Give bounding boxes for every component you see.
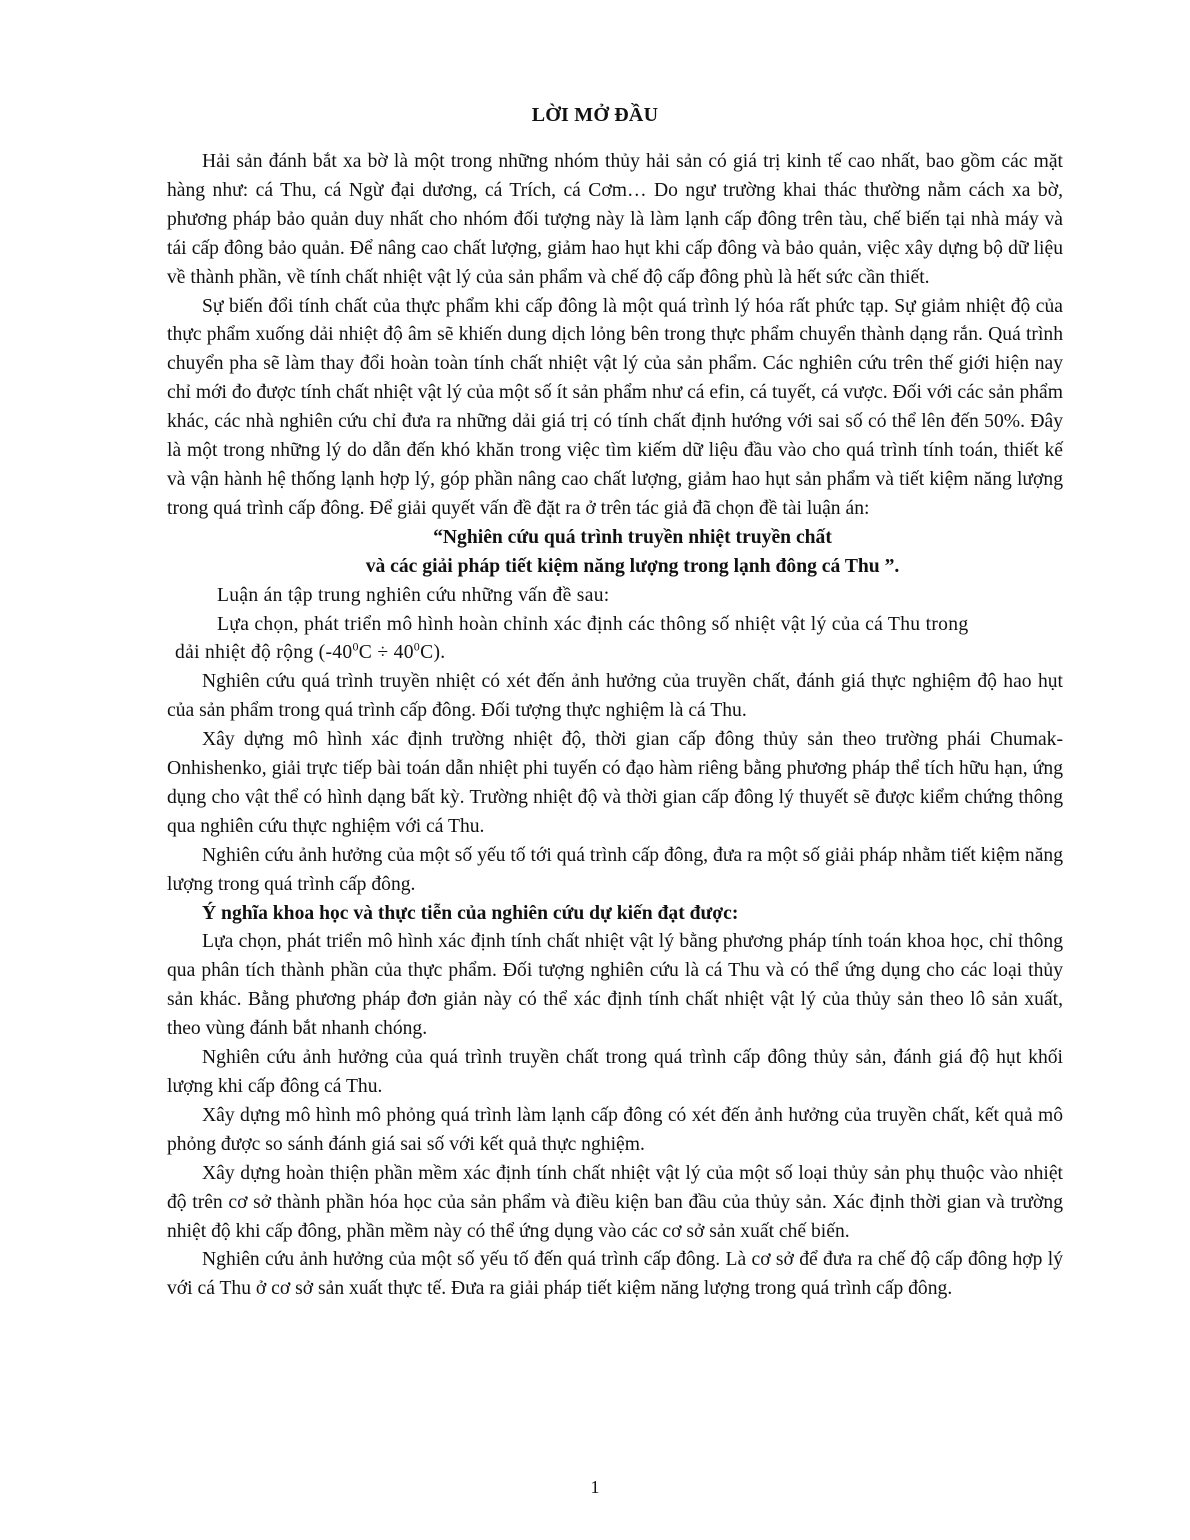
page-title: LỜI MỞ ĐẦU — [531, 104, 659, 126]
significance-item-5: Nghiên cứu ảnh hưởng của một số yếu tố đến quá trình cấp đông. Là cơ sở để đưa ra chế độ cấp đông hợp lý với cá Thu ở cơ sở sản xuất thực tế. Đưa ra giải pháp tiết kiệm năng lượng trong quá trình cấp đông. — [167, 1249, 1063, 1300]
focus-item-1-line-1: Lựa chọn, phát triển mô hình hoàn chỉnh xác định các thông số nhiệt vật lý của cá Thu trong — [217, 613, 969, 635]
significance-heading: Ý nghĩa khoa học và thực tiễn của nghiên cứu dự kiến đạt được: — [202, 902, 739, 924]
focus-item-3: Xây dựng mô hình xác định trường nhiệt độ, thời gian cấp đông thủy sản theo trường phái Chumak-Onhishenko, giải trực tiếp bài toán dẫn nhiệt phi tuyến có đạo hàm riêng bằng phương pháp thể tích hữu hạn, ứng dụng cho vật thể có hình dạng bất kỳ. Trường nhiệt độ và thời gian cấp đông lý thuyết sẽ được kiểm chứng thông qua nghiên cứu thực nghiệm với cá Thu. — [167, 729, 1063, 837]
focus-intro: Luận án tập trung nghiên cứu những vấn đề sau: — [217, 584, 610, 606]
significance-item-1: Lựa chọn, phát triển mô hình xác định tính chất nhiệt vật lý bằng phương pháp tính toán khoa học, chỉ thông qua phân tích thành phần của thực phẩm. Đối tượng nghiên cứu là cá Thu và có thể ứng dụng cho các loại thủy sản khác. Bằng phương pháp đơn giản này có thể xác định tính chất nhiệt vật lý của thủy sản theo lô sản xuất, theo vùng đánh bắt nhanh chóng. — [167, 931, 1063, 1040]
intro-paragraph-1: Hải sản đánh bắt xa bờ là một trong những nhóm thủy hải sản có giá trị kinh tế cao nhất, bao gồm các mặt hàng như: cá Thu, cá Ngừ đại dương, cá Trích, cá Cơm… Do ngư trường khai thác thường nằm cách xa bờ, phương pháp bảo quản duy nhất cho nhóm đối tượng này là làm lạnh cấp đông trên tàu, chế biến tại nhà máy và tái cấp đông bảo quản. Để nâng cao chất lượng, giảm hao hụt khi cấp đông và bảo quản, việc xây dựng bộ dữ liệu về thành phần, về tính chất nhiệt vật lý của sản phẩm và chế độ cấp đông phù là hết sức cần thiết. — [167, 151, 1063, 288]
range-text-end: C). — [420, 642, 446, 664]
intro-paragraph-2: Sự biến đổi tính chất của thực phẩm khi cấp đông là một quá trình lý hóa rất phức tạp. Sự giảm nhiệt độ của thực phẩm xuống dải nhiệt độ âm sẽ khiến dung dịch lỏng bên trong thực phẩm chuyển thành dạng rắn. Quá trình chuyển pha sẽ làm thay đổi hoàn toàn tính chất nhiệt vật lý của sản phẩm. Các nghiên cứu trên thế giới hiện nay chỉ mới đo được tính chất nhiệt vật lý của một số ít sản phẩm như cá efin, cá tuyết, cá vược. Đối với các sản phẩm khác, các nhà nghiên cứu chỉ đưa ra những dải giá trị có tính chất định hướng với sai số có thể lên đến 50%. Đây là một trong những lý do dẫn đến khó khăn trong việc tìm kiếm dữ liệu đầu vào cho quá trình tính toán, thiết kế và vận hành hệ thống lạnh hợp lý, góp phần nâng cao chất lượng, giảm hao hụt sản phẩm và tiết kiệm năng lượng trong quá trình cấp đông. Để giải quyết vấn đề đặt ra ở trên tác giả đã chọn đề tài luận án: — [167, 295, 1063, 519]
degree-superscript: 0 — [413, 639, 421, 654]
thesis-title-line-2: và các giải pháp tiết kiệm năng lượng trong lạnh đông cá Thu ”. — [365, 555, 900, 577]
significance-item-2: Nghiên cứu ảnh hưởng của quá trình truyền chất trong quá trình cấp đông thủy sản, đánh giá độ hụt khối lượng khi cấp đông cá Thu. — [167, 1047, 1063, 1097]
significance-item-3: Xây dựng mô hình mô phỏng quá trình làm lạnh cấp đông có xét đến ảnh hưởng của truyền chất, kết quả mô phỏng được so sánh đánh giá sai số với kết quả thực nghiệm. — [167, 1104, 1063, 1155]
focus-item-4: Nghiên cứu ảnh hưởng của một số yếu tố tới quá trình cấp đông, đưa ra một số giải pháp nhằm tiết kiệm năng lượng trong quá trình cấp đông. — [167, 844, 1063, 895]
range-text-mid: C ÷ 40 — [358, 642, 414, 664]
focus-item-2: Nghiên cứu quá trình truyền nhiệt có xét đến ảnh hưởng của truyền chất, đánh giá thực nghiệm độ hao hụt của sản phẩm trong quá trình cấp đông. Đối tượng thực nghiệm là cá Thu. — [167, 671, 1063, 722]
degree-superscript: 0 — [352, 639, 359, 654]
page-number: 1 — [590, 1477, 600, 1497]
thesis-title — [167, 524, 1063, 582]
document-body — [167, 148, 1063, 1304]
thesis-title-line-1: “Nghiên cứu quá trình truyền nhiệt truyền chất — [433, 526, 832, 548]
significance-item-4: Xây dựng hoàn thiện phần mềm xác định tính chất nhiệt vật lý của một số loại thủy sản phụ thuộc vào nhiệt độ trên cơ sở thành phần hóa học của sản phẩm và điều kiện ban đầu của thủy sản. Xác định thời gian và trường nhiệt độ khi cấp đông, phần mềm này có thể ứng dụng vào các cơ sở sản xuất chế biến. — [167, 1162, 1063, 1242]
range-text-start: dải nhiệt độ rộng (-40 — [175, 642, 353, 664]
focus-item-1-line-2 — [167, 639, 1063, 668]
